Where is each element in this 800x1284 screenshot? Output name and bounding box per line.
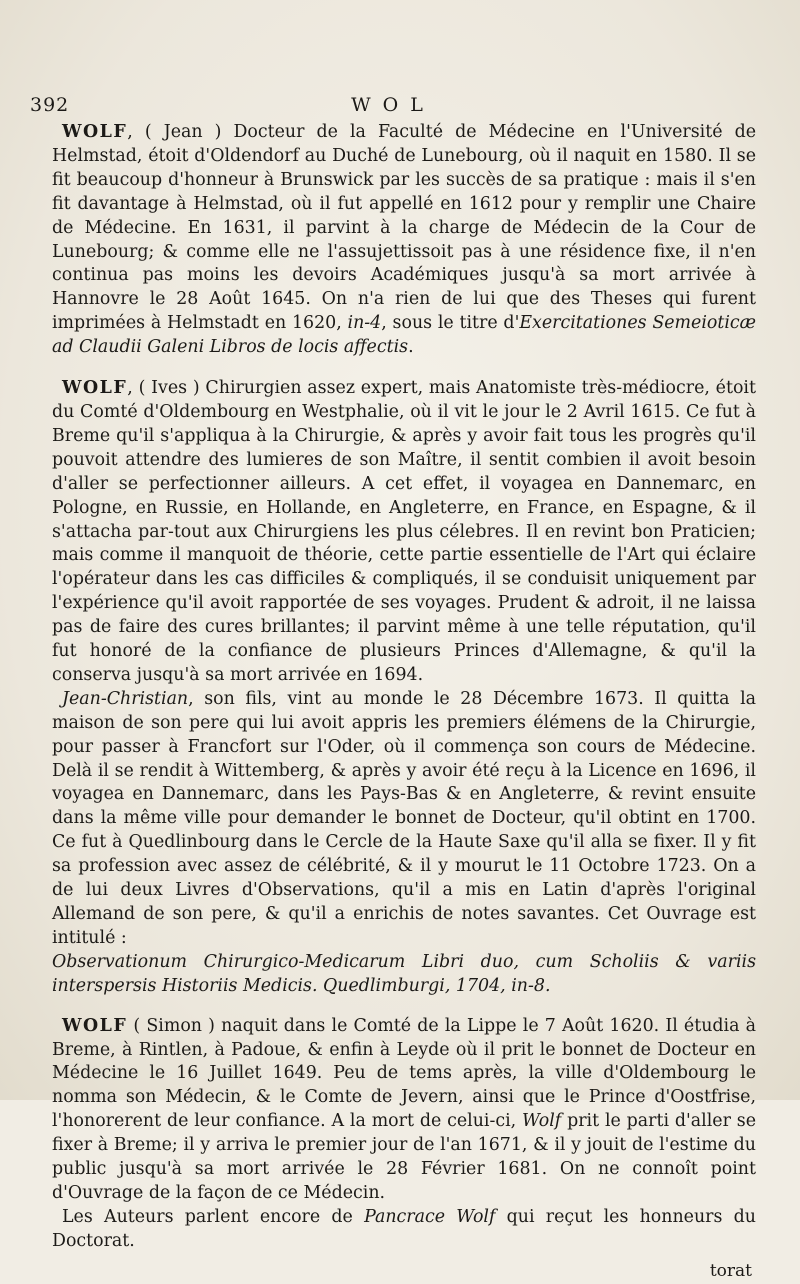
entry-name: Wolf: [522, 1111, 562, 1132]
catchword: torat: [709, 1260, 752, 1281]
closing-text-cont: qui reçut les honneurs du Doctorat.: [52, 1206, 756, 1251]
closing-name: Pancrace Wolf: [364, 1206, 496, 1227]
entry-headword: WOLF: [62, 1015, 128, 1036]
entry-title-prefix: , sous le titre d': [381, 313, 520, 334]
entry-name: Jean-Christian: [62, 688, 189, 709]
entry-work-title: Exercitationes Semeioticæ ad Claudii Galeni Libros de locis affectis: [52, 313, 757, 358]
entry-wolf-ives: [52, 377, 756, 688]
entry-format: in-4: [347, 313, 382, 334]
section-gap: [52, 999, 756, 1015]
entry-text-cont: prit le parti d'aller se fixer à Breme; il y arriva le premier jour de l'an 1671, & il y jouit de l'estime du public jusqu'à sa mort arrivée le 28 Février 1681. On ne connoît point d'Ouvrage de la façon de ce Médecin.: [52, 1111, 756, 1203]
entry-wolf-simon: [52, 1015, 756, 1206]
entry-end: .: [408, 337, 414, 358]
section-gap: [52, 360, 756, 377]
entry-wolf-jean: [52, 121, 756, 360]
entry-work-title: Observationum Chirurgico-Medicarum Libri duo, cum Scholiis & variis interspersis Historiis Medicis. Quedlimburgi, 1704, in-8.: [52, 951, 756, 996]
entry-headword: WOLF: [62, 378, 128, 399]
closing-text: Les Auteurs parlent encore de: [62, 1206, 365, 1227]
entry-jean-christian: [52, 688, 756, 951]
closing-note: [52, 1206, 756, 1254]
entry-headword: WOLF: [62, 122, 128, 142]
entry-text: , son fils, vint au monde le 28 Décembre 1673. Il quitta la maison de son pere qui lui avoit appris les premiers élémens de la Chirurgie, pour passer à Francfort sur l'Oder, où il commença son cours de Médecine. Delà il se rendit à Wittemberg, & après y avoir été reçu à la Licence en 1696, il voyagea en Dannemarc, dans les Pays-Bas & en Angleterre, & revint ensuite dans la même ville pour demander le bonnet de Docteur, qu'il obtint en 1700. Ce fut à Quedlinbourg dans le Cercle de la Haute Saxe qu'il alla se fixer. Il y fit sa profession avec assez de célébrité, & il y mourut le 11 Octobre 1723. On a de lui deux Livres d'Observations, qu'il a mis en Latin d'après l'original Allemand de son pere, & qu'il a enrichis de notes savantes. Cet Ouvrage est intitulé :: [52, 688, 756, 948]
article-body: [52, 121, 756, 1284]
running-head: [30, 94, 756, 118]
running-title: WOL: [351, 94, 435, 116]
entry-text: , ( Jean ) Docteur de la Faculté de Médecine en l'Université de Helmstad, étoit d'Oldendorf au Duché de Lunebourg, où il naquit en 1580. Il se fit beaucoup d'honneur à Brunswick par les succès de sa pratique : mais il s'en fit davantage à Helmstad, où il fut appellé en 1612 pour y remplir une Chaire de Médecine. En 1631, il parvint à la charge de Médecin de la Cour de Lunebourg; & comme elle ne l'assujettissoit pas à une résidence fixe, il n'en continua pas moins les devoirs Académiques jusqu'à sa mort arrivée à Hannovre le 28 Août 1645. On n'a rien de lui que des Theses qui furent imprimées à Helmstadt en 1620,: [52, 122, 756, 334]
entry-text: , ( Ives ) Chirurgien assez expert, mais Anatomiste très-médiocre, étoit du Comté d'Oldembourg en Westphalie, où il vit le jour le 2 Avril 1615. Ce fut à Breme qu'il s'appliqua à la Chirurgie, & après y avoir fait tous les progrès qu'il pouvoit attendre des lumieres de son Maître, il sentit combien il avoit besoin d'aller se perfectionner ailleurs. A cet effet, il voyagea en Dannemarc, en Pologne, en Russie, en Hollande, en Angleterre, en France, en Espagne, & il s'attacha par-tout aux Chirurgiens les plus célebres. Il en revint bon Praticien; mais comme il manquoit de théorie, cette partie essentielle de l'Art qui éclaire l'opérateur dans les cas difficiles & compliqués, il se conduisit uniquement par l'expérience qu'il avoit rapportée de ses voyages. Prudent & adroit, il ne laissa pas de faire des cures brillantes; il parvint même à une telle réputation, qu'il fut honoré de la confiance de plusieurs Princes d'Allemagne, & qu'il la conserva jusqu'à sa mort arrivée en 1694.: [52, 378, 756, 685]
page-number: 392: [30, 94, 70, 116]
entry-text: ( Simon ) naquit dans le Comté de la Lippe le 7 Août 1620. Il étudia à Breme, à Rintlen, à Padoue, & enfin à Leyde où il prit le bonnet de Docteur en Médecine le 16 Juillet 1649. Peu de tems après, la ville d'Oldembourg le nomma son Médecin, & le Comte de Jevern, ainsi que le Prince d'Oostfrise, l'honorerent de leur confiance. A la mort de celui-ci,: [52, 1015, 756, 1132]
